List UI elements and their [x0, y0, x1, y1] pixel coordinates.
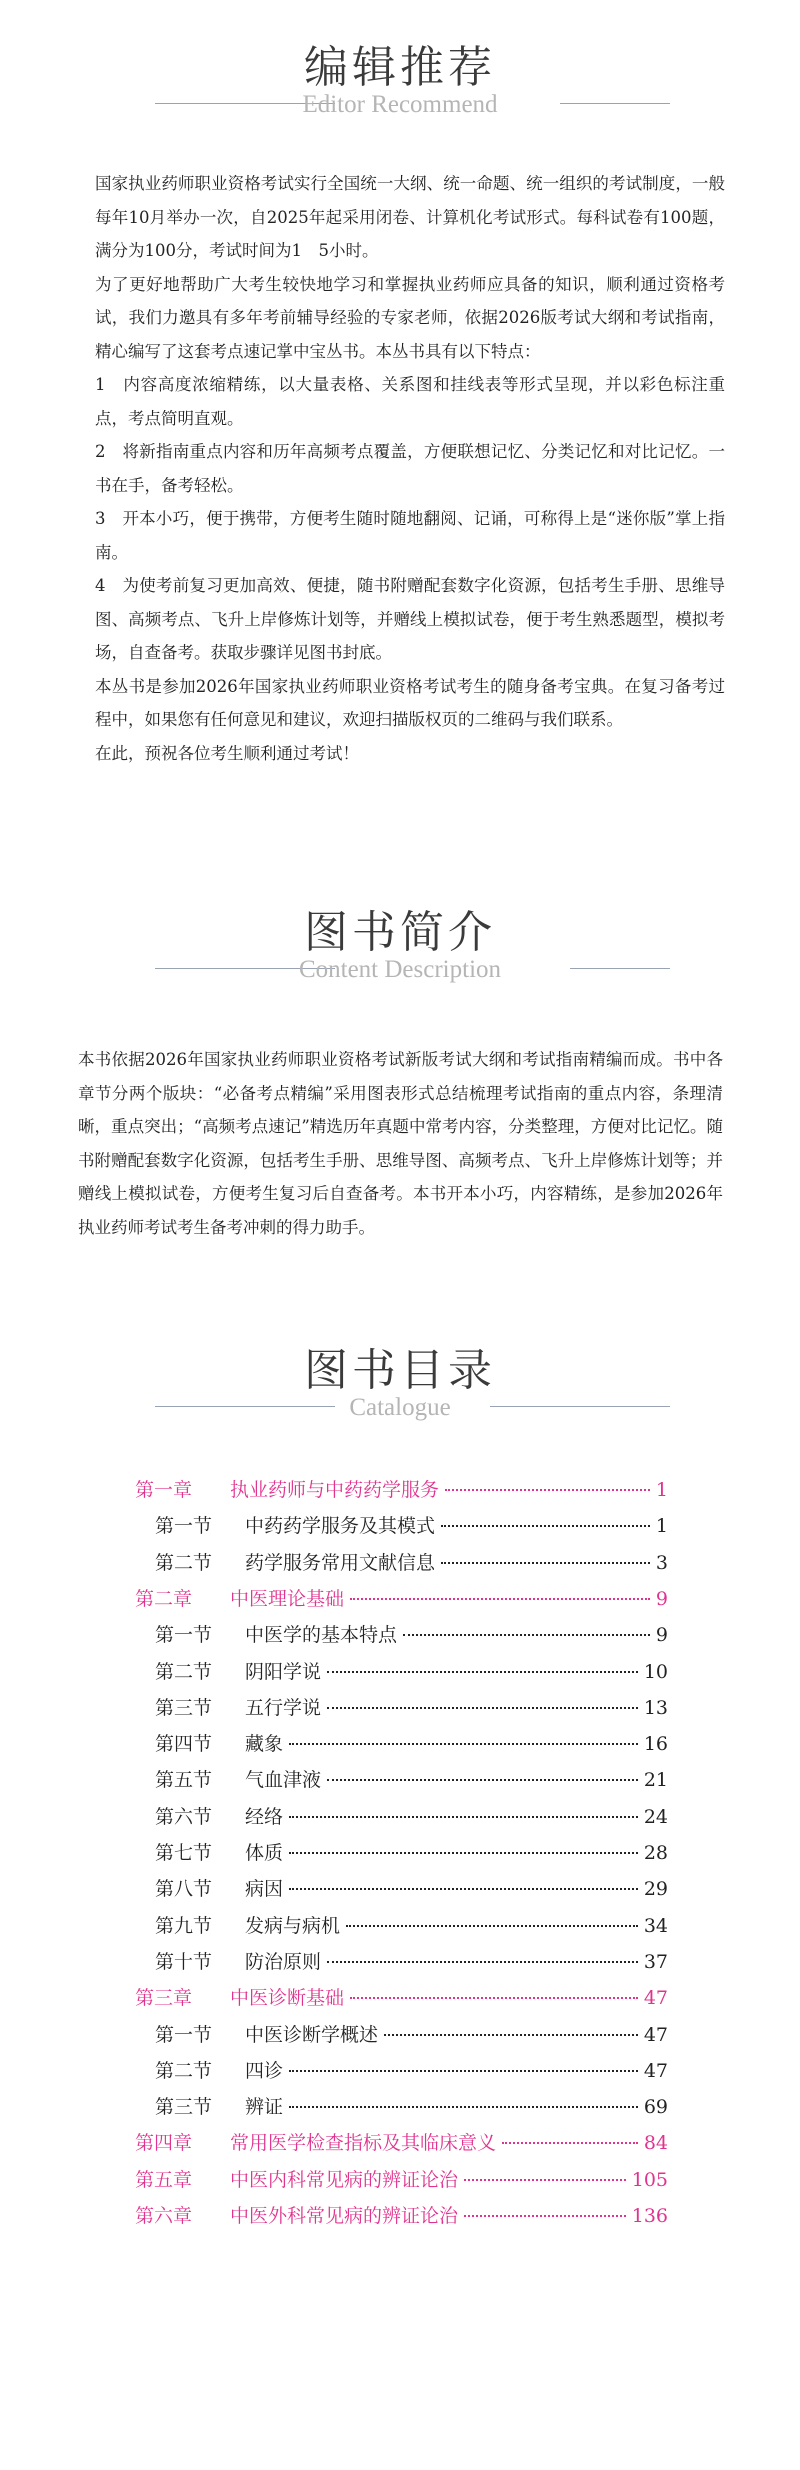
toc-entry-number: 第七节 [155, 1842, 213, 1864]
toc-entry-page: 69 [643, 2096, 668, 2119]
toc-dot-leader [327, 1779, 638, 1781]
toc-dot-leader [350, 1997, 638, 1999]
toc-entry-title: 中医诊断学概述 [245, 2023, 379, 2046]
toc-entry-page: 47 [643, 1987, 668, 2010]
recommend-body [95, 167, 725, 770]
intro-body [78, 1043, 723, 1244]
intro-subtitle: Content Description [298, 956, 502, 983]
toc-chapter-row [135, 1475, 668, 1505]
toc-entry-title: 经络 [245, 1805, 284, 1828]
recommend-paragraph: 4 为使考前复习更加高效、便捷，随书附赠配套数字化资源，包括考生手册、思维导图、高频考点、飞升上岸修炼计划等，并赠线上模拟试卷，便于考生熟悉题型，模拟考场，自查备考。获取步骤详见图书封底。 [95, 576, 725, 662]
toc-dot-leader [289, 1852, 638, 1854]
toc-dot-leader [289, 2106, 638, 2108]
catalogue-title: 图书目录 [304, 1345, 496, 1396]
toc-entry-page: 34 [643, 1914, 668, 1937]
toc-entry-number: 第三节 [155, 1696, 213, 1719]
toc-entry-page: 3 [655, 1551, 668, 1574]
toc-entry-title: 病因 [245, 1878, 284, 1901]
toc-entry-title: 中医外科常见病的辨证论治 [230, 2205, 459, 2227]
toc-dot-leader [384, 2034, 638, 2036]
recommend-subtitle: Editor Recommend [302, 91, 498, 118]
toc-entry-number: 第四章 [135, 2132, 193, 2155]
toc-entry-title: 中医理论基础 [230, 1587, 345, 1610]
intro-paragraph: 本书依据2026年国家执业药师职业资格考试新版考试大纲和考试指南精编而成。书中各章节分两个版块：“必备考点精编”采用图表形式总结梳理考试指南的重点内容，条理清晰，重点突出；“高频考点速记”精选历年真题中常考内容，分类整理，方便对比记忆。随书附赠配套数字化资源，包括考生手册、思维导图、高频考点、飞升上岸修炼计划等；并赠线上模拟试卷，方便考生复习后自查备考。本书开本小巧，内容精练，是参加2026年执业药师考试考生备考冲刺的得力助手。 [78, 1050, 723, 1237]
toc-entry-number: 第一章 [135, 1479, 193, 1501]
toc-entry-title: 发病与病机 [245, 1914, 341, 1937]
recommend-heading [0, 40, 800, 96]
intro-heading [0, 905, 800, 961]
toc-section-row [155, 2056, 668, 2086]
toc-entry-number: 第一节 [155, 2023, 213, 2046]
recommend-title: 编辑推荐 [304, 42, 496, 93]
toc-section-row [155, 1947, 668, 1977]
toc-entry-page: 47 [643, 2023, 668, 2046]
toc-section-row [155, 1729, 668, 1759]
toc-dot-leader [464, 2215, 626, 2217]
toc-entry-page: 13 [643, 1696, 668, 1719]
toc-entry-page: 29 [643, 1878, 668, 1901]
toc-entry-number: 第三节 [155, 2096, 213, 2119]
toc-entry-page: 9 [655, 1624, 668, 1647]
toc-entry-title: 辨证 [245, 2096, 284, 2119]
recommend-paragraph: 为了更好地帮助广大考生较快地学习和掌握执业药师应具备的知识，顺利通过资格考试，我们力邀具有多年考前辅导经验的专家老师，依据2026版考试大纲和考试指南，精心编写了这套考点速记掌中宝丛书。本丛书具有以下特点： [95, 274, 725, 361]
toc-dot-leader [445, 1489, 650, 1491]
toc-entry-title: 藏象 [245, 1733, 284, 1756]
toc-dot-leader [289, 1743, 638, 1745]
toc-entry-title: 四诊 [245, 2059, 284, 2082]
toc-entry-title: 体质 [245, 1842, 284, 1864]
toc-entry-page: 21 [643, 1769, 668, 1792]
recommend-paragraph: 在此，预祝各位考生顺利通过考试！ [95, 743, 359, 763]
toc-dot-leader [327, 1961, 638, 1963]
toc-entry-page: 105 [631, 2168, 668, 2191]
toc-chapter-row [135, 2165, 668, 2195]
toc-entry-page: 1 [655, 1479, 668, 1501]
toc-chapter-row [135, 2201, 668, 2231]
toc-entry-page: 24 [643, 1805, 668, 1828]
toc-chapter-row [135, 1584, 668, 1614]
toc-section-row [155, 1838, 668, 1868]
toc-dot-leader [464, 2179, 626, 2181]
toc-entry-number: 第二节 [155, 1660, 213, 1683]
toc-entry-number: 第九节 [155, 1914, 213, 1937]
toc-dot-leader [350, 1598, 650, 1600]
toc-entry-title: 药学服务常用文献信息 [245, 1551, 436, 1574]
toc-entry-page: 16 [643, 1733, 668, 1756]
toc-entry-number: 第十节 [155, 1950, 213, 1973]
toc-entry-page: 1 [655, 1515, 668, 1538]
toc-dot-leader [346, 1925, 638, 1927]
toc-dot-leader [289, 1816, 638, 1818]
recommend-paragraph: 3 开本小巧，便于携带，方便考生随时随地翻阅、记诵，可称得上是“迷你版”掌上指南。 [95, 509, 725, 562]
toc-entry-title: 阴阳学说 [245, 1660, 322, 1683]
toc-entry-title: 常用医学检查指标及其临床意义 [230, 2132, 497, 2155]
toc-entry-page: 28 [643, 1842, 668, 1864]
toc-entry-title: 中医学的基本特点 [245, 1624, 398, 1647]
toc-dot-leader [289, 2070, 638, 2072]
toc-section-row [155, 2092, 668, 2122]
intro-title: 图书简介 [304, 907, 496, 958]
toc-dot-leader [289, 1888, 638, 1890]
toc-entry-title: 防治原则 [245, 1950, 322, 1973]
toc-section-row [155, 2020, 668, 2050]
toc-section-row [155, 1548, 668, 1578]
toc-entry-page: 37 [643, 1950, 668, 1973]
toc-section-row [155, 1657, 668, 1687]
toc-entry-number: 第三章 [135, 1987, 193, 2010]
toc-section-row [155, 1911, 668, 1941]
recommend-paragraph: 本丛书是参加2026年国家执业药师职业资格考试考生的随身备考宝典。在复习备考过程中，如果您有任何意见和建议，欢迎扫描版权页的二维码与我们联系。 [95, 676, 725, 729]
toc-dot-leader [327, 1707, 638, 1709]
toc-section-row [155, 1765, 668, 1795]
toc-section-row [155, 1511, 668, 1541]
toc-dot-leader [403, 1634, 650, 1636]
toc-entry-page: 9 [655, 1587, 668, 1610]
toc-dot-leader [502, 2142, 638, 2144]
toc-chapter-row [135, 2128, 668, 2158]
recommend-paragraph: 1 内容高度浓缩精练，以大量表格、关系图和挂线表等形式呈现，并以彩色标注重点，考点简明直观。 [95, 375, 725, 428]
toc-entry-number: 第五章 [135, 2168, 193, 2191]
toc-entry-number: 第四节 [155, 1733, 213, 1756]
toc-dot-leader [327, 1671, 638, 1673]
catalogue-heading [0, 1343, 800, 1399]
toc-entry-title: 气血津液 [245, 1769, 322, 1792]
toc-entry-title: 五行学说 [245, 1696, 322, 1719]
toc-entry-number: 第一节 [155, 1624, 213, 1647]
toc-chapter-row [135, 1983, 668, 2013]
toc-entry-page: 136 [631, 2205, 668, 2227]
toc-dot-leader [441, 1525, 650, 1527]
toc-entry-page: 84 [643, 2132, 668, 2155]
toc-entry-title: 中医内科常见病的辨证论治 [230, 2168, 459, 2191]
toc-entry-number: 第八节 [155, 1878, 213, 1901]
toc-entry-title: 执业药师与中药药学服务 [230, 1479, 440, 1501]
toc-section-row [155, 1802, 668, 1832]
toc-entry-number: 第六章 [135, 2205, 193, 2227]
toc-dot-leader [441, 1562, 650, 1564]
toc-entry-number: 第二章 [135, 1587, 193, 1610]
toc-section-row [155, 1874, 668, 1904]
toc-entry-number: 第五节 [155, 1769, 213, 1792]
toc-entry-number: 第二节 [155, 2059, 213, 2082]
catalogue-subtitle: Catalogue [349, 1394, 451, 1421]
toc-entry-number: 第一节 [155, 1515, 213, 1538]
recommend-paragraph: 2 将新指南重点内容和历年高频考点覆盖，方便联想记忆、分类记忆和对比记忆。一书在手，备考轻松。 [95, 442, 725, 495]
toc-entry-number: 第六节 [155, 1805, 213, 1828]
toc-entry-page: 47 [643, 2059, 668, 2082]
toc-entry-title: 中医诊断基础 [230, 1987, 345, 2010]
toc-entry-title: 中药药学服务及其模式 [245, 1515, 436, 1538]
toc-entry-page: 10 [643, 1660, 668, 1683]
toc-section-row [155, 1693, 668, 1723]
toc-entry-number: 第二节 [155, 1551, 213, 1574]
recommend-paragraph: 国家执业药师职业资格考试实行全国统一大纲、统一命题、统一组织的考试制度，一般每年10月举办一次，自2025年起采用闭卷、计算机化考试形式。每科试卷有100题，满分为100分，考试时间为1 5小时。 [95, 174, 725, 260]
toc-section-row [155, 1620, 668, 1650]
